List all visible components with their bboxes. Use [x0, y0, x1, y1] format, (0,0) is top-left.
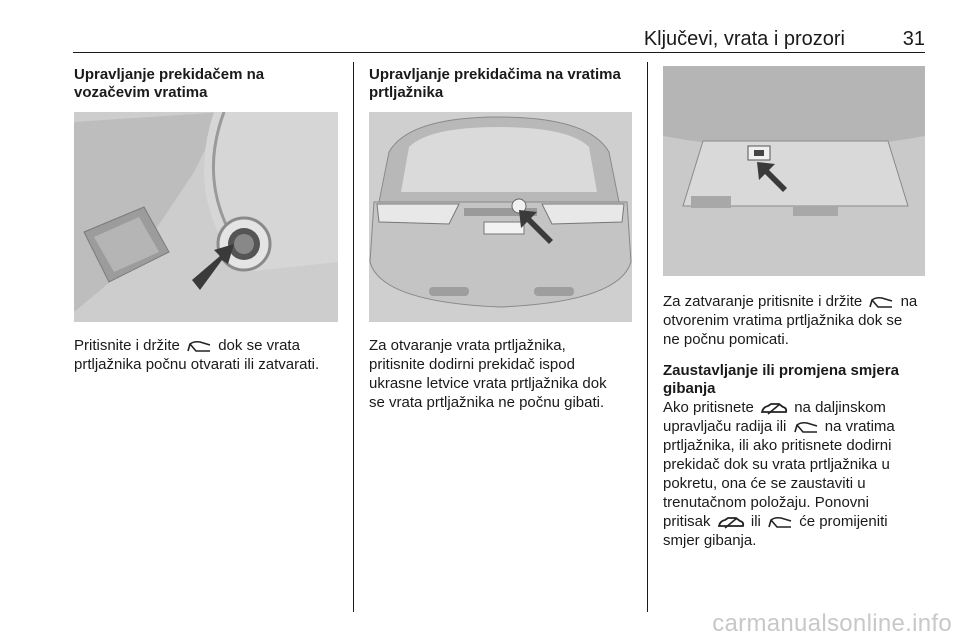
page-header	[73, 22, 925, 53]
text-span: na	[896, 293, 918, 310]
text-span: na daljinskom	[790, 399, 886, 416]
section-heading-driver-door	[74, 66, 264, 102]
text-line: smjer gibanja.	[663, 532, 757, 549]
driver-door-switch-illustration	[74, 112, 338, 322]
heading-line: prtljažnika	[369, 84, 444, 101]
text-line: otvorenim vratima prtljažnika dok se	[663, 312, 903, 329]
tailgate-icon	[868, 296, 894, 310]
text-line	[663, 398, 938, 417]
text-line: trenutačnom položaju. Ponovni	[663, 494, 869, 511]
text-line: Za otvaranje vrata prtljažnika,	[369, 337, 566, 354]
column-divider-1	[353, 62, 354, 612]
text-line	[663, 417, 938, 436]
text-line: pokretu, ona će se zaustaviti u	[663, 475, 866, 492]
text-span: na vratima	[820, 418, 895, 435]
text-line: prtljažnika, ili ako pritisnete dodirni	[663, 437, 892, 454]
text-span: dok se vrata	[214, 337, 300, 354]
text-span: Za zatvaranje pritisnite i držite	[663, 293, 867, 310]
text-line: pritisnite dodirni prekidač ispod	[369, 356, 575, 373]
text-line: ukrasne letvice vrata prtljažnika dok	[369, 375, 607, 392]
tailgate-close-button-illustration	[663, 66, 925, 276]
header-title: Ključevi, vrata i prozori	[643, 28, 845, 50]
text-line	[663, 292, 938, 311]
text-span: Ako pritisnete	[663, 399, 759, 416]
tailgate-touch-switch-illustration	[369, 112, 632, 322]
text-span: Pritisnite i držite	[74, 337, 185, 354]
text-line: se vrata prtljažnika ne počnu gibati.	[369, 394, 605, 411]
text-line: ne počnu pomicati.	[663, 331, 789, 348]
text-line: prekidač dok su vrata prtljažnika u	[663, 456, 890, 473]
heading-line: Upravljanje prekidačima na vratima	[369, 66, 621, 83]
column-divider-2	[647, 62, 648, 612]
text-span: upravljaču radija ili	[663, 418, 791, 435]
text-span: pritisak	[663, 513, 715, 530]
heading-line: vozačevim vratima	[74, 84, 208, 101]
heading-line: Zaustavljanje ili promjena smjera	[663, 362, 899, 379]
heading-line: gibanja	[663, 380, 716, 397]
watermark: carmanualsonline.info	[712, 610, 952, 637]
section-heading-stop-reverse	[663, 362, 899, 398]
tailgate-icon	[767, 516, 793, 530]
tailgate-icon	[186, 340, 212, 354]
heading-line: Upravljanje prekidačem na	[74, 66, 265, 83]
section-heading-tailgate-switches	[369, 66, 621, 102]
stop-reverse-instruction	[663, 398, 938, 550]
text-span: će promijeniti	[795, 513, 888, 530]
text-line	[74, 336, 344, 355]
text-line	[663, 512, 938, 531]
page-number: 31	[902, 28, 925, 50]
remote-car-icon	[760, 402, 788, 416]
text-line: prtljažnika počnu otvarati ili zatvarati.	[74, 356, 320, 373]
driver-door-instruction	[74, 336, 344, 374]
text-span: ili	[746, 513, 766, 530]
remote-car-icon	[717, 516, 745, 530]
tailgate-open-instruction	[369, 336, 639, 412]
tailgate-icon	[793, 421, 819, 435]
tailgate-close-instruction	[663, 292, 938, 349]
